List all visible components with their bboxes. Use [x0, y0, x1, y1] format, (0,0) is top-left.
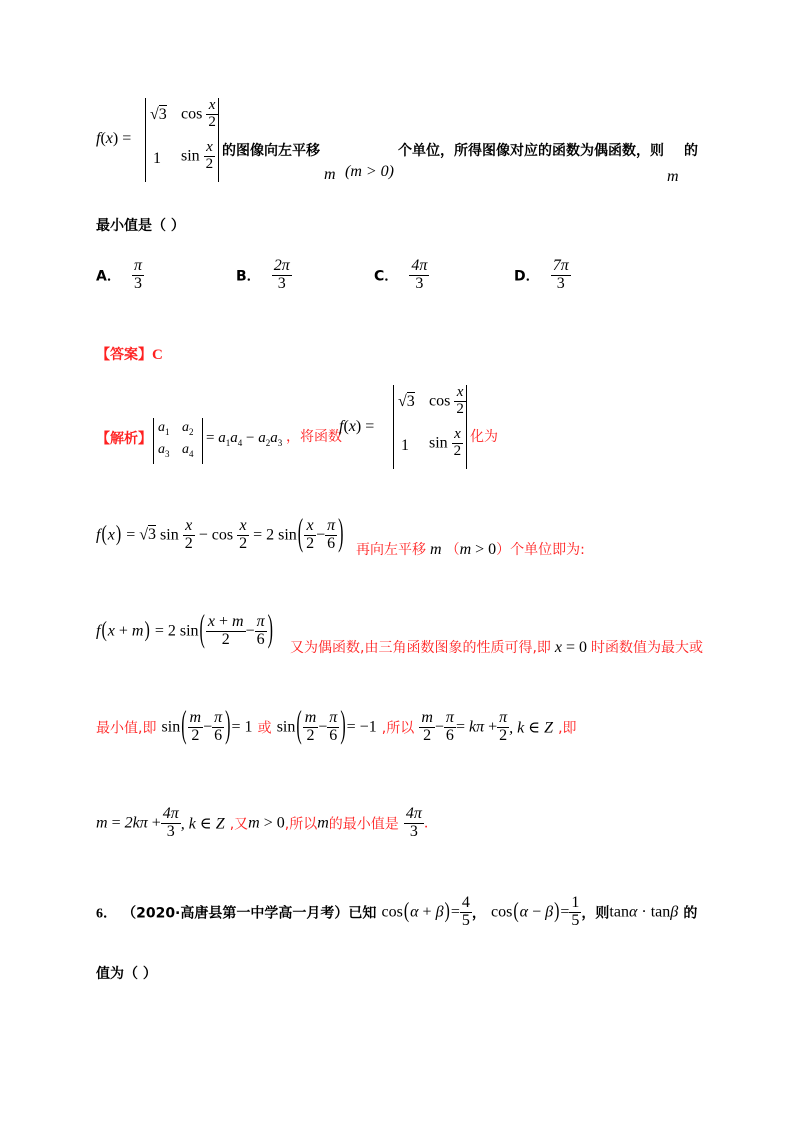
- ji-text: ,即: [558, 720, 577, 737]
- q5-text-a: 的图像向左平移: [222, 143, 320, 159]
- q5-option-d[interactable]: [514, 258, 571, 293]
- answer-tag: 【答案】: [96, 347, 152, 363]
- q6-frac2-den: 5: [571, 911, 580, 929]
- zuixiao-text: 最小值,即: [96, 720, 157, 737]
- q5-var-m: m: [324, 166, 336, 183]
- fx-label-q5: f(x) =: [96, 130, 132, 147]
- question6-line1: 6． （2020·高唐县第一中学高一月考）已知 cos(α + β)= $\frac{4}{5}$ ， cos(α − β)= $\frac{1}{5}$ ，则tanα · tanβ 的: [96, 894, 698, 929]
- option-b-num: 2π: [273, 257, 290, 274]
- formula-fx-simplified: f(x) = √3 sin $\frac{x}{2}$ − cos $\frac{x}{2}$ = 2 sin( $\frac{x}{2}$ − $\frac{\pi}{6}$ ): [96, 513, 344, 555]
- option-c-num: 4π: [411, 257, 428, 274]
- formula-m-line: m = 2kπ + $\frac{4\pi}{3}$ , k ∈ Z ,又m > 0,所以m的最小值是 $\frac{4\pi}{3}$ .: [96, 805, 429, 840]
- answer-value: C: [152, 347, 163, 363]
- q5-option-b[interactable]: [236, 258, 292, 293]
- analysis-jiang: ，将函数: [286, 429, 342, 445]
- q6-frac2-num: 1: [571, 894, 580, 911]
- analysis-zaixiang: 再向左平移 m （m > 0）个单位即为:: [356, 541, 585, 558]
- danwei-text: ）个单位即为:: [496, 542, 585, 558]
- q6-frac1-den: 5: [461, 911, 470, 929]
- youwei-text: 又为偶函数,由三角函数图象的性质可得,即: [290, 640, 551, 656]
- q5-var-m-right: m: [667, 168, 679, 185]
- q6-comma: ，: [471, 905, 486, 922]
- you-text: ,又: [229, 816, 249, 833]
- option-b-den: 3: [277, 274, 286, 292]
- formula-extrema-line: 最小值,即 sin( $\frac{m}{2}$ − $\frac{\pi}{6}$ )= 1 或 sin( $\frac{m}{2}$ − $\frac{\pi}{6}$ )= −1 ,所以 $\frac{m}{2}$ − $\frac{\pi}{6}$ = kπ + $\frac{\pi}{2}$ , k ∈ Z ,即: [96, 705, 577, 747]
- option-a-den: 3: [133, 274, 142, 292]
- q6-source: （2020·高唐县第一中学高一月考）已知: [122, 905, 377, 922]
- q6-frac1-num: 4: [461, 894, 470, 911]
- q5-text-c: 的: [684, 143, 698, 159]
- analysis-huawei: 化为: [470, 429, 498, 445]
- det-expansion: = $a_1a_4 - a_2a_3$: [206, 430, 283, 448]
- determinant-q5: √3 cos $\frac{x}{2}$ 1 sin $\frac{x}{2}$: [145, 98, 219, 182]
- q5-option-c[interactable]: [374, 258, 429, 293]
- q6-ze: ，则: [581, 905, 610, 922]
- huo-text: 或: [257, 720, 272, 737]
- zaixiang-text: 再向左平移: [356, 542, 426, 558]
- formula-fxm: f(x + m) = 2 sin( $\frac{x + m}{2}$ − $\frac{\pi}{6}$ ): [96, 609, 273, 651]
- q5-option-a[interactable]: [96, 258, 144, 293]
- option-a-label: A．: [96, 268, 121, 285]
- option-d-num: 7π: [552, 257, 569, 274]
- analysis-youwei: 又为偶函数,由三角函数图象的性质可得,即 x = 0 时函数值为最大或: [290, 639, 704, 656]
- option-d-label: D．: [514, 268, 540, 285]
- analysis-tag: 【解析】: [96, 431, 152, 447]
- q5-line2: 最小值是（ ）: [96, 218, 185, 234]
- q6-line2: 值为（ ）: [96, 966, 157, 982]
- q5-text-b: 个单位，所得图像对应的函数为偶函数，则: [398, 143, 664, 159]
- determinant-analysis: √3 cos $\frac{x}{2}$ 1 sin $\frac{x}{2}$: [393, 385, 467, 469]
- option-d-den: 3: [556, 274, 565, 292]
- answer-line: [96, 344, 163, 364]
- det-definition: $a_1$ $a_2$ $a_3$ $a_4$: [153, 418, 203, 464]
- suoyi-text: ,所以: [381, 720, 415, 737]
- q5-condition: (m > 0): [345, 163, 395, 180]
- option-b-label: B．: [236, 268, 261, 285]
- fx-label-analysis: f(x) =: [339, 418, 375, 435]
- q6-de: 的: [683, 905, 698, 922]
- q6-number: 6．: [96, 906, 117, 922]
- option-c-label: C．: [374, 268, 399, 285]
- period-text: .: [423, 815, 429, 832]
- paren-open-text: （: [445, 542, 460, 558]
- de-text: 的最小值是: [328, 816, 399, 833]
- shi-text: 时函数值为最大或: [591, 640, 704, 656]
- option-c-den: 3: [415, 274, 424, 292]
- option-a-num: π: [133, 257, 142, 274]
- suoyi2-text: ,所以: [284, 816, 318, 833]
